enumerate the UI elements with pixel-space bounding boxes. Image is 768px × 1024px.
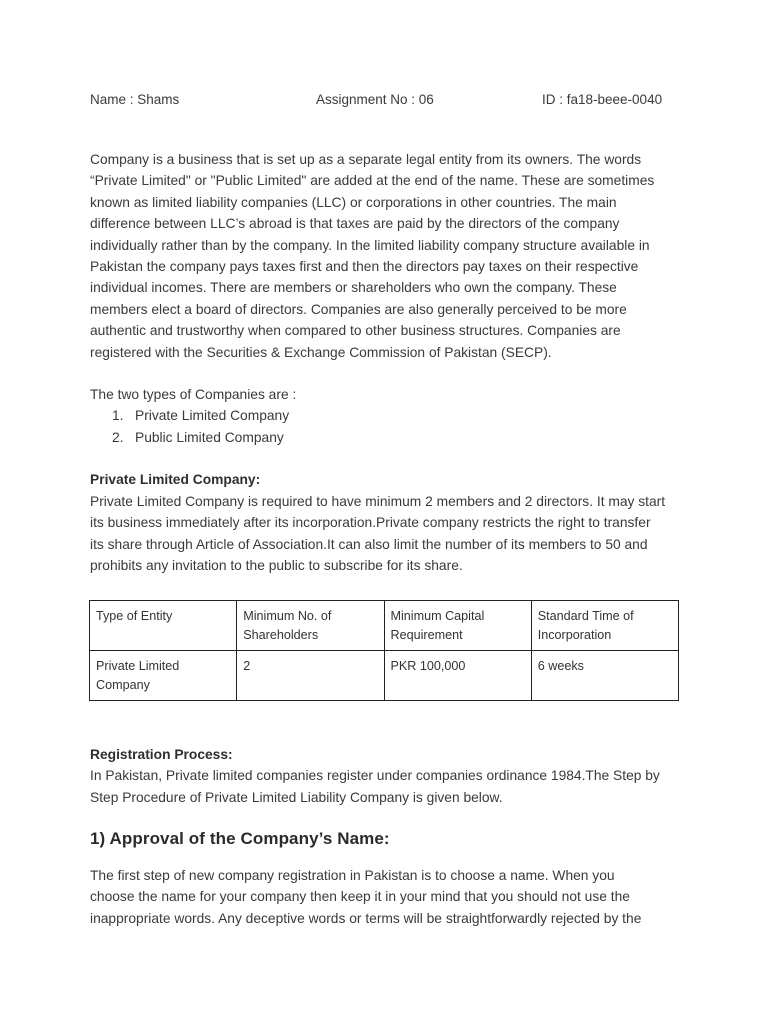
text-line: choose the name for your company then keep it in your mind that you should not use the: [90, 889, 630, 905]
table-cell: [384, 651, 531, 701]
cell-text: Company: [96, 677, 150, 692]
text-line: members elect a board of directors. Companies are also generally perceived to be more: [90, 301, 627, 317]
cell-text: 6 weeks: [537, 659, 584, 673]
text-line: difference between LLC’s abroad is that taxes are paid by the directors of the company: [90, 216, 620, 232]
text-line: Company is a business that is set up as a separate legal entity from its owners. The words: [90, 152, 642, 167]
table-header-cell: [237, 601, 384, 651]
assignment-number: Assignment No : 06: [316, 92, 434, 107]
text-line: “Private Limited" or "Public Limited" are added at the end of the name. These are sometimes: [90, 173, 655, 189]
registration-heading: Registration Process:: [90, 747, 233, 762]
cell-text: Requirement: [390, 627, 463, 642]
table-header-row: [90, 601, 679, 651]
types-lead: The two types of Companies are :: [90, 387, 297, 403]
cell-text: Shareholders: [243, 627, 319, 642]
text-line: authentic and trustworthy when compared to other business structures. Companies are: [90, 323, 621, 339]
registration-section: [90, 744, 678, 808]
table-header-cell: [531, 601, 678, 651]
list-item-label: Private Limited Company: [135, 408, 290, 424]
text-line: prohibits any invitation to the public to subscribe for its share.: [90, 557, 463, 573]
student-name: Name : Shams: [90, 92, 180, 107]
list-number: 2.: [112, 429, 124, 445]
step1-heading: 1) Approval of the Company’s Name:: [90, 829, 390, 848]
table-header-cell: [90, 601, 237, 651]
entity-table: [89, 600, 679, 701]
text-line: individual incomes. There are members or shareholders who own the company. These: [90, 280, 617, 296]
registration-paragraph: [90, 765, 678, 808]
list-item: [90, 405, 678, 426]
text-line: its business immediately after its incorporation.Private company restricts the right to transfer: [90, 515, 651, 531]
document-body: [90, 149, 678, 576]
cell-text: Minimum Capital: [390, 609, 485, 623]
cell-text: Incorporation: [537, 627, 612, 642]
text-line: In Pakistan, Private limited companies register under companies ordinance 1984.The Step by: [90, 768, 660, 784]
company-types-list: [90, 405, 678, 448]
cell-text: 2: [243, 659, 251, 673]
table-cell: [531, 651, 678, 701]
cell-text: Standard Time of: [537, 609, 634, 623]
cell-text: Private Limited: [96, 659, 180, 673]
cell-text: Minimum No. of: [243, 609, 332, 623]
private-company-heading: Private Limited Company:: [90, 472, 261, 488]
table-cell: [90, 651, 237, 701]
text-line: inappropriate words. Any deceptive words or terms will be straightforwardly rejected by the: [90, 910, 642, 926]
text-line: The first step of new company registration in Pakistan is to choose a name. When you: [90, 868, 615, 883]
cell-text: Type of Entity: [96, 609, 173, 623]
step1-paragraph: [90, 865, 680, 929]
text-line: its share through Article of Association.It can also limit the number of its members to 50 and: [90, 536, 648, 552]
text-line: individually rather than by the company. In the limited liability company structure available in: [90, 237, 650, 253]
text-line: known as limited liability companies (LLC) or corporations in other countries. The main: [90, 194, 617, 210]
private-company-paragraph: [90, 491, 678, 577]
document-header: [90, 92, 670, 110]
table-cell: [237, 651, 384, 701]
student-id: ID : fa18-beee-0040: [542, 92, 663, 107]
table-row: [90, 651, 679, 701]
list-number: 1.: [112, 408, 124, 424]
intro-paragraph: [90, 149, 678, 363]
list-item-label: Public Limited Company: [135, 429, 284, 445]
table-header-cell: [384, 601, 531, 651]
list-item: [90, 427, 678, 448]
text-line: Step Procedure of Private Limited Liability Company is given below.: [90, 789, 503, 805]
text-line: Private Limited Company is required to have minimum 2 members and 2 directors. It may start: [90, 493, 666, 509]
text-line: registered with the Securities & Exchange Commission of Pakistan (SECP).: [90, 344, 552, 360]
cell-text: PKR 100,000: [390, 659, 466, 673]
text-line: Pakistan the company pays taxes first and then the directors pay taxes on their respective: [90, 259, 639, 275]
